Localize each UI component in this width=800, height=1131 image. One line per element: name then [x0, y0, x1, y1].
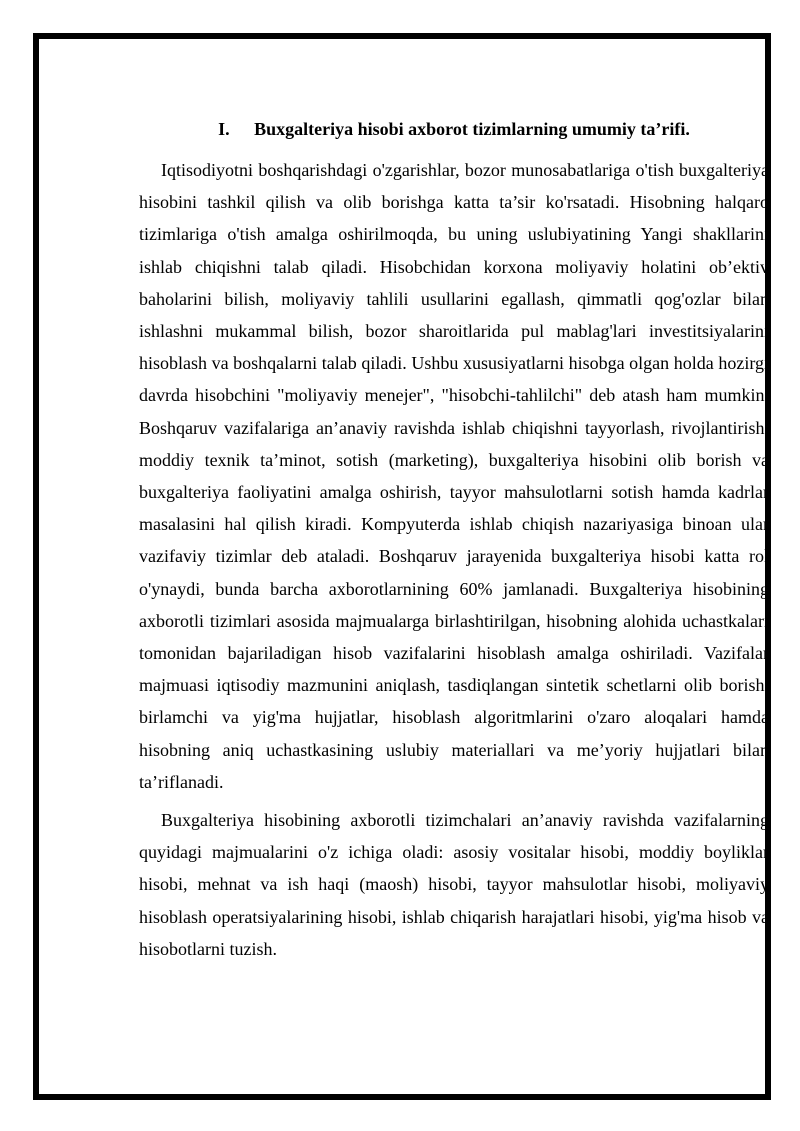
section-heading	[139, 117, 769, 141]
paragraph-2: Buxgalteriya hisobining axborotli tizimchalari an’anaviy ravishda vazifalarning quyidagi majmualarini o'z ichiga oladi: asosiy vositalar hisobi, moddiy boyliklar hisobi, mehnat va ish haqi (maosh) hisobi, tayyor mahsulotlar hisobi, moliyaviy hisoblash operatsiyalarining hisobi, ishlab chiqarish harajatlari hisobi, yig'ma hisob va hisobotlarni tuzish.	[139, 810, 769, 959]
section-title: Buxgalteriya hisobi axborot tizimlarning umumiy ta’rifi.	[254, 119, 690, 139]
document-body	[139, 117, 769, 971]
paragraph-1: Iqtisodiyotni boshqarishdagi o'zgarishlar, bozor munosabatlariga o'tish buxgalteriya hisobini tashkil qilish va olib borishga katta ta’sir ko'rsatadi. Hisobning halqaro tizimlariga o'tish amalga oshirilmoqda, bu uning uslubiyatining Yangi shakllarini ishlab chiqishni talab qiladi. Hisobchidan korxona moliyaviy holatini ob’ektiv baholarini bilish, moliyaviy tahlili usullarini egallash, qimmatli qog'ozlar bilan ishlashni mukammal bilish, bozor sharoitlarida pul mablag'lari investitsiyalarini hisoblash va boshqalarni talab qiladi. Ushbu xususiyatlarni hisobga olgan holda hozirgi davrda hisobchini "moliyaviy menejer", "hisobchi-tahlilchi" deb atash ham mumkin. Boshqaruv vazifalariga an’anaviy ravishda ishlab chiqishni tayyorlash, rivojlantirish, moddiy texnik ta’minot, sotish (marketing), buxgalteriya hisobini olib borish va buxgalteriya faoliyatini amalga oshirish, tayyor mahsulotlarni sotish hamda kadrlar masalasini hal qilish kiradi. Kompyuterda ishlab chiqish nazariyasiga binoan ular vazifaviy tizimlar deb ataladi. Boshqaruv jarayenida buxgalteriya hisobi katta rol o'ynaydi, bunda barcha axborotlarnining 60% jamlanadi. Buxgalteriya hisobining axborotli tizimlari asosida majmualarga birlashtirilgan, hisobning alohida uchastkalari tomonidan bajariladigan hisob vazifalarini hisoblash amalga oshiriladi. Vazifalar majmuasi iqtisodiy mazmunini aniqlash, tasdiqlangan sintetik schetlarni olib borish, birlamchi va yig'ma hujjatlar, hisoblash algoritmlarini o'zaro aloqalari hamda hisobning aniq uchastkasining uslubiy materiallari va me’yoriy hujjatlari bilan ta’riflanadi.	[139, 160, 769, 792]
section-number: I.	[218, 119, 230, 139]
